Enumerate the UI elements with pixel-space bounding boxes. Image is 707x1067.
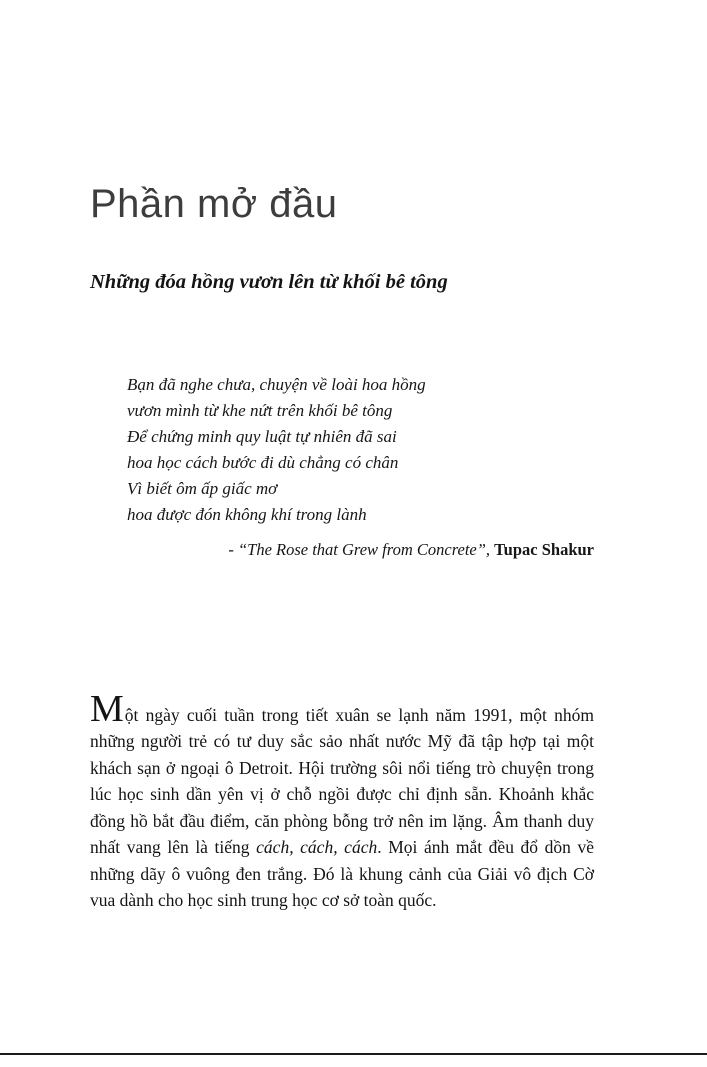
drop-cap: M <box>90 687 125 730</box>
poem-line: hoa được đón không khí trong lành <box>127 504 367 524</box>
attribution-title: - “The Rose that Grew from Concrete”, <box>228 539 495 559</box>
attribution-author: Tupac Shakur <box>494 539 594 559</box>
poem-block <box>127 372 594 528</box>
poem-attribution <box>90 538 594 562</box>
poem-line: Để chứng minh quy luật tự nhiên đã sai <box>127 426 397 446</box>
poem-line: Bạn đã nghe chưa, chuyện về loài hoa hồng <box>127 374 426 394</box>
body-paragraph <box>90 687 595 914</box>
body-text-part2: . Mọi ánh mắt đều đổ dồn về những dãy ô vuông đen trắng. Đó là khung cảnh của Giải vô địch Cờ vua dành cho học sinh trung học cơ sở toàn quốc. <box>90 837 595 911</box>
poem-line: Vì biết ôm ấp giấc mơ <box>127 478 278 498</box>
section-subtitle: Những đóa hồng vươn lên từ khối bê tông <box>90 271 448 293</box>
poem-line: hoa học cách bước đi dù chẳng có chân <box>127 452 399 472</box>
body-text-part1: ột ngày cuối tuần trong tiết xuân se lạnh năm 1991, một nhóm những người trẻ có tư duy sắc sảo nhất nước Mỹ đã tập hợp tại một khách sạn ở ngoại ô Detroit. Hội trường sôi nổi tiếng trò chuyện trong lúc học sinh dần yên vị ở chỗ ngồi được chỉ định sẵn. Khoảnh khắc đồng hồ bắt đầu điểm, căn phòng bỗng trở nên im lặng. Âm thanh duy nhất vang lên là tiếng <box>90 704 594 858</box>
body-text-italic: cách, cách, cách <box>256 837 378 858</box>
chapter-title: Phần mở đầu <box>90 182 338 226</box>
footer-divider <box>0 1053 707 1055</box>
poem-line: vươn mình từ khe nứt trên khối bê tông <box>127 400 393 420</box>
